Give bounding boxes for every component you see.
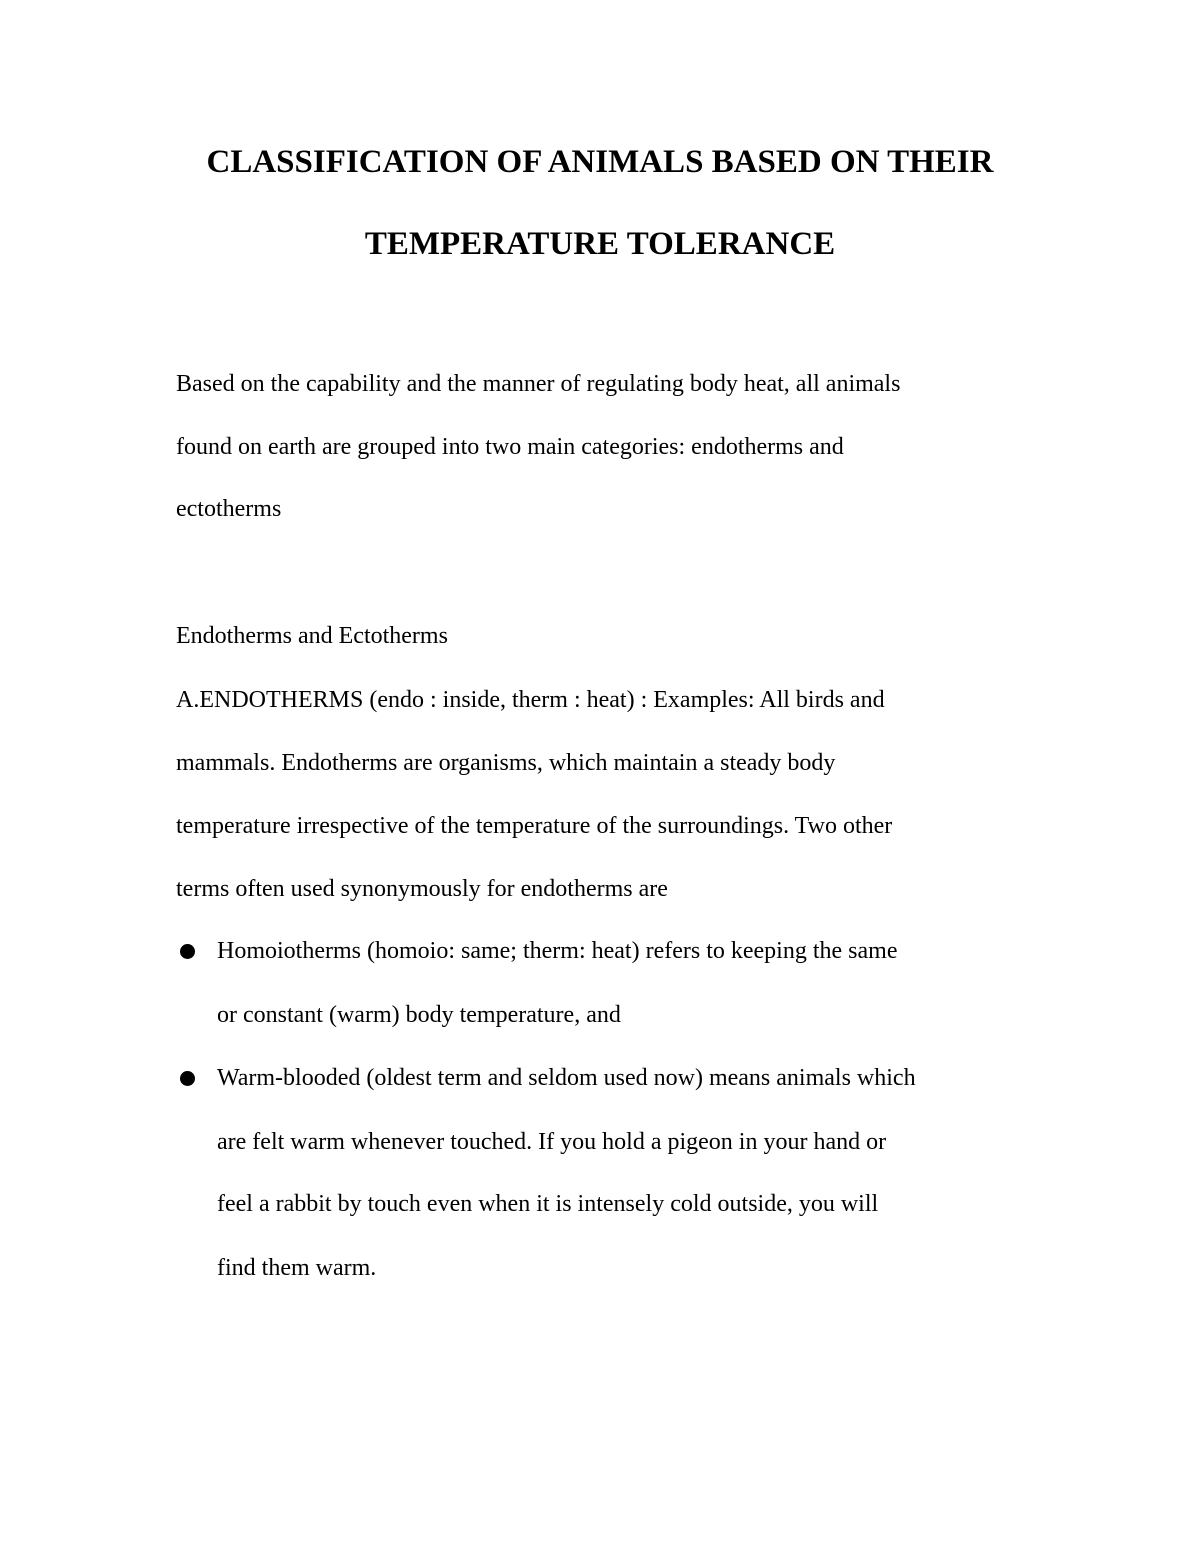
bullet-2-line-2: are felt warm whenever touched. If you hold a pigeon in your hand or	[217, 1129, 887, 1155]
bullet-1-line-2: or constant (warm) body temperature, and	[217, 1002, 621, 1028]
intro-line-3: ectotherms	[176, 496, 282, 522]
bullet-2-line-3: feel a rabbit by touch even when it is intensely cold outside, you will	[217, 1191, 879, 1217]
document-title-line-2: TEMPERATURE TOLERANCE	[364, 226, 836, 262]
intro-line-1: Based on the capability and the manner of regulating body heat, all animals	[176, 371, 901, 397]
bullet-2-line-4: find them warm.	[217, 1255, 377, 1281]
section-a-line-1: A.ENDOTHERMS (endo : inside, therm : heat) : Examples: All birds and	[176, 687, 885, 713]
bullet-2-line-1: Warm-blooded (oldest term and seldom used now) means animals which	[217, 1065, 916, 1091]
intro-line-2: found on earth are grouped into two main categories: endotherms and	[176, 434, 844, 460]
bullet-point-icon	[180, 944, 195, 959]
section-a-line-4: terms often used synonymously for endotherms are	[176, 876, 668, 902]
subheading: Endotherms and Ectotherms	[176, 623, 448, 649]
bullet-point-icon	[180, 1071, 195, 1086]
bullet-1-line-1: Homoiotherms (homoio: same; therm: heat) refers to keeping the same	[217, 938, 898, 964]
document-title-line-1: CLASSIFICATION OF ANIMALS BASED ON THEIR	[206, 144, 994, 180]
section-a-line-2: mammals. Endotherms are organisms, which maintain a steady body	[176, 750, 836, 776]
section-a-line-3: temperature irrespective of the temperature of the surroundings. Two other	[176, 813, 893, 839]
